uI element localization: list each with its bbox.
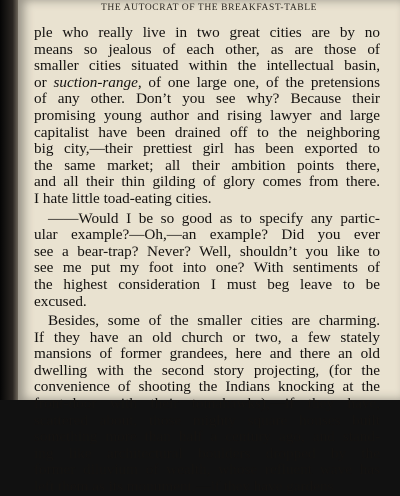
text-line: of any other. Don’t you see why? Because their xyxy=(34,90,380,108)
text-line: scattered about, those mighty square houses built xyxy=(34,411,380,429)
text-line: smaller cities situated within the intellectual basin, xyxy=(34,57,380,75)
text-line: something more than half a century ago, and stand- xyxy=(34,428,380,446)
text-line: or suction-range, of one large one, of the pretensions xyxy=(34,73,380,91)
text-line: ing like architectural boulders dropped by the xyxy=(34,444,380,462)
text-line: excused. xyxy=(34,292,87,310)
book-page xyxy=(18,0,400,496)
text-line: I hate little toad-eating cities. xyxy=(34,189,212,207)
text-line: capitalist have been drained off to the neighboring xyxy=(34,123,380,141)
text-line: former diluvium of wealth, whose refluent wave has xyxy=(34,461,380,479)
page-body xyxy=(34,25,380,496)
text-line: see me put my foot into one? With sentiments of xyxy=(34,259,380,277)
text-line: the same market; all their ambition points there, xyxy=(34,156,380,174)
text-line: and all their thin gilding of glory comes from there. xyxy=(34,173,380,191)
text-line: the highest consideration I must beg leave to be xyxy=(34,275,380,293)
text-line: ular example?—Oh,—an example? Did you ever xyxy=(34,226,380,244)
text-line: dwelling with the second story projecting, (for the xyxy=(34,361,380,379)
text-line: left them as its monument,—if they have gardens xyxy=(34,478,334,496)
text-line: front-door with their tomahawks),—if they have, xyxy=(34,395,380,413)
text-line: convenience of shooting the Indians knocking at the xyxy=(34,378,380,396)
paragraph-3 xyxy=(34,313,380,496)
text-line: means so jealous of each other, as are those of xyxy=(34,40,380,58)
text-line: promising young author and rising lawyer and large xyxy=(34,106,380,124)
text-line: big city,—their prettiest girl has been exported to xyxy=(34,140,380,158)
text-line: If they have an old church or two, a few stately xyxy=(34,328,380,346)
text-line: mansions of former grandees, here and there an old xyxy=(34,345,380,363)
paragraph-1 xyxy=(34,25,380,208)
paragraph-2 xyxy=(34,211,380,311)
book-spine-shadow xyxy=(0,0,18,400)
text-line: Besides, some of the smaller cities are charming. xyxy=(48,312,380,330)
text-line: ——Would I be so good as to specify any partic- xyxy=(48,209,380,227)
running-head: THE AUTOCRAT OF THE BREAKFAST-TABLE xyxy=(100,3,318,13)
text-line: see a bear-trap? Never? Well, shouldn’t you like to xyxy=(34,242,380,260)
text-line: ple who really live in two great cities are by no xyxy=(34,24,380,41)
